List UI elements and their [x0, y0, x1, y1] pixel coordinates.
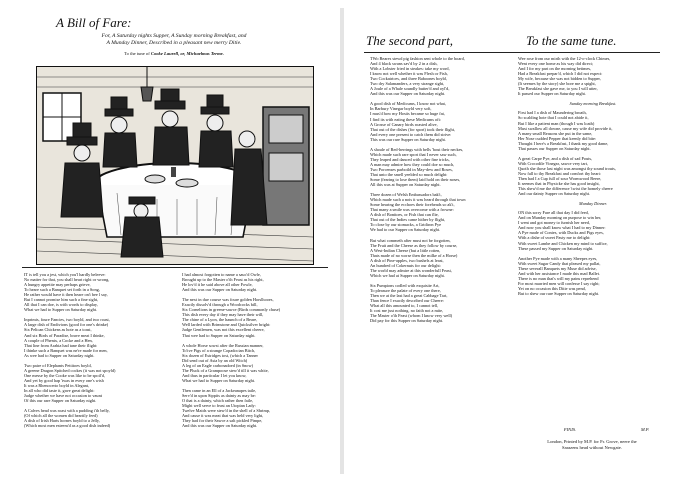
verse-line: He lov'd it he said above all other Fowle, — [182, 282, 253, 288]
verse-line: I mus'd how my Hostis became so huge fat, — [370, 111, 445, 117]
verse-line: Judge Gentlemen, was not this excellent cheere, — [182, 327, 265, 333]
verse-line: What we had to Supper on Saturday night. — [182, 377, 256, 383]
verse-line: Quoth she those last night was amongst thy sound trouts, — [518, 165, 616, 171]
verse-line: In all who did taste it, gave great delight: — [24, 387, 95, 393]
verse-line: The Master o'th Feast (whom I know very well) — [370, 313, 453, 319]
verse-line: And this was our Supper on Saturday night. — [182, 287, 258, 293]
verse-line: Twelve Maids were stew'd in the shell of a Shrimp, — [182, 408, 271, 414]
verse-line: I know not well whether it was Flesh or Fish, — [370, 71, 448, 77]
verse-line: A dish of Irish Harts hornes boyld to a Jelly, — [24, 418, 100, 424]
verse-line: Which made such rare sport that I never saw such, — [370, 151, 457, 157]
stanza — [370, 56, 516, 96]
stanza — [370, 283, 516, 323]
verse-line: There is no man that's will my pains reprehend — [518, 275, 599, 281]
left-column-1 — [24, 272, 176, 433]
verse-line: It passed our Supper on Saturday night. — [518, 91, 586, 97]
stanza — [370, 192, 516, 232]
verse-line: A Calves head was roast with a pudding i'th belly, — [24, 408, 110, 414]
stanza — [24, 272, 176, 312]
author-initials: M.P. — [640, 427, 650, 432]
verse-line: It was a Rhenocerto boyld in Alegant, — [24, 382, 90, 388]
verse-line: Some (fearing to lose them) laid hold on their noses, — [370, 177, 461, 183]
verse-line: My wife, because she was not bidden to Supper, — [518, 76, 601, 82]
verse-line: A shoale of Red-herrings with bells 'bout their neckes, — [370, 146, 464, 152]
verse-line: (It seemes by the story) she bore me a spight, — [518, 81, 596, 87]
left-page — [10, 14, 338, 466]
verse-line: Two dry Salamanders, a very strange sight, — [370, 81, 445, 87]
subtitle-line-2: A Munday Dinner, Described in a pleasant new merry Ditie. — [106, 40, 242, 46]
section-heading: Munday Dinner. — [579, 201, 607, 207]
verse-line: And now you shall know what I had to my Dinner: — [518, 225, 606, 231]
verse-line: A dish of Pine-apples, two bushels at least, — [370, 257, 444, 263]
verse-line: But to shew our rare Supper on Saturday night. — [518, 290, 600, 296]
verse-line: One messe by the Cooke was like to be spoil'd, — [24, 372, 105, 378]
verse-line: The chine of a Lyon, the haunch of a Beare, — [182, 317, 258, 323]
verse-line: A greene Dragon Spitched cockes (it was not spoyld) — [24, 367, 116, 373]
verse-line: A good dish of Medicums, I know not what, — [370, 101, 446, 107]
verse-line: O that is a dainty, which rather then faile, — [182, 398, 254, 404]
verse-line: With sweet Lambe and Chicken my mind to suffice, — [518, 240, 608, 246]
verse-line: That out of the dishes (for sport) took their flight, — [370, 126, 455, 132]
verse-line: A great Carpe Pye, and a dish of sad Pouts, — [518, 155, 593, 161]
verse-line: Went every one home as his way did direct; — [518, 61, 594, 67]
stanza — [518, 56, 668, 96]
verse-line: A Grosse of Canary birds roasted alive, — [370, 121, 438, 127]
verse-line: That passes our Supper on Saturday night. — [518, 145, 591, 151]
verse-line: A man may admire how they could doe so much, — [370, 161, 455, 167]
verse-line: Of this our rare Supper on Saturday night. — [24, 398, 97, 404]
finis-label: FINIS. — [563, 427, 577, 432]
verse-line: No matter for that, you shall heart right or wrong, — [24, 277, 110, 283]
verse-line: And thus in particular I let you know, — [182, 372, 247, 378]
verse-line: With a Lobster fried in steakes: take my word, — [370, 66, 450, 72]
verse-line: These passed my Supper on Saturday night. — [518, 245, 594, 251]
verse-line: I thinke such a Banquet was ne're made for men, — [24, 347, 108, 353]
verse-line: IT is tell you a jest, which you'l hardly beleeve: — [24, 272, 106, 277]
verse-line: And I for my part on the morning betimes, — [518, 66, 592, 72]
verse-line: Three dozen of Welsh Embassadors bak't, — [370, 192, 442, 198]
second-part-rule — [364, 52, 660, 53]
right-column-1 — [370, 56, 516, 328]
verse-line: It seemes that in Physicke she has good insight, — [518, 181, 600, 187]
stanza — [370, 238, 516, 278]
verse-line: And yet by good hap 'twas in every one's wish — [24, 377, 104, 383]
verse-line: First had I a dish of Maundering broath, — [518, 110, 587, 116]
verse-line: Inprimis, foure Fancies, two boyld, and two roast, — [24, 317, 110, 323]
stanza — [518, 210, 668, 250]
stanza — [182, 388, 332, 428]
verse-line: The Breakfast she gave me, to you I will utter, — [518, 86, 598, 92]
verse-line: In Barbury Vinegar boyld very soft, — [370, 106, 432, 112]
verse-line: A whole Horse sowst after the Russian manner, — [182, 342, 264, 348]
verse-line: A Pye made of Conies, with Ducks and Pigs eyes, — [518, 230, 604, 236]
verse-line: Now fall to thy Breakfast and comfort thy heart: — [518, 170, 602, 176]
verse-line: And six Birds of Paradise, brave meat I thinke, — [24, 332, 105, 338]
tune-prefix: To the tune of — [124, 51, 151, 56]
verse-line: And 4 black swans sav'd by 2 in a dish, — [370, 61, 438, 67]
verse-line: The world may admire at this wonderfull Feast, — [370, 267, 452, 273]
verse-line: Thought I here's a Breakfast, I thank my good dame, — [518, 140, 609, 146]
stanza — [182, 272, 332, 292]
verse-line: With a dishe of sweet Pasty me to delight: — [518, 235, 591, 241]
verse-line: Serv'd in upon Sippits as dainty as may be: — [182, 392, 256, 398]
verse-line: A Joule of a Whale soundly butter'd and oyl'd, — [370, 86, 450, 92]
stanza — [370, 147, 516, 187]
verse-line: Then we at the last had a great Cabbage Tart, — [370, 292, 448, 298]
stanza — [518, 110, 668, 150]
verse-line: Which made such a nois it was heard through that town — [370, 197, 466, 203]
verse-line: And on Munday morning on purpose to win her, — [518, 215, 602, 221]
verse-line: Her Nose cudded Pepper that keenly did bite: — [518, 135, 597, 141]
verse-line: All that I can doe, is with words to display, — [24, 302, 98, 308]
verse-line: But what commeth after must not be forgotten, — [370, 237, 451, 243]
verse-line: Well larded with Brimstone and Quicksilver bright: — [182, 322, 271, 328]
verse-line: And every one present to catch them did strive: — [370, 131, 452, 137]
verse-line: Six dozen of Estridges tost, (which a Tanner — [182, 352, 258, 358]
verse-line: Another Pye made with a many Sheepes eyes, — [518, 255, 598, 261]
verse-line: Which we had at Supper on Saturday night. — [370, 272, 445, 278]
verse-line: For most married men will confesse I say right; — [518, 280, 600, 286]
verse-line: But I cannot promise him such a fine sight, — [24, 297, 99, 303]
verse-line: And cause it was meat that was held very light, — [182, 413, 264, 419]
section-heading: Sunday morning Breakfast. — [569, 101, 617, 107]
verse-line: To'ive Pigs of a strange Copadocian Bitch, — [182, 347, 256, 353]
verse-line: Than fence I exactly described our Cheere: — [370, 298, 444, 304]
verse-line: An hundred of Cokernuts for our delight: — [370, 262, 441, 268]
verse-line: The next in due course was foure golden Horslhooes, — [182, 297, 274, 303]
verse-line: And this was our Supper on Saturday night. — [182, 423, 258, 429]
ballad-title: A Bill of Fare: — [56, 15, 132, 30]
stanza — [24, 408, 176, 428]
verse-line: (Of which all the women did heartily feed) — [24, 413, 98, 419]
verse-line: With Crocodile Vinegar, sawce very tart, — [518, 160, 589, 166]
verse-line: He rather would have it then heare on't bee l say, — [24, 292, 108, 298]
stanza — [518, 256, 668, 296]
second-part-title: The second part, — [366, 33, 454, 48]
verse-line: I had almost forgotten to name a sauc'd Owle, — [182, 272, 261, 277]
printer-line-2: Sarazens head without Newgate. — [562, 445, 622, 450]
verse-line: All this was at Supper on Saturday night. — [370, 182, 441, 188]
page-fold — [340, 8, 344, 474]
verse-line: And our dainty Supper on Saturday night. — [518, 191, 590, 197]
verse-line: They had for their Sawce a salt pickled Pimpe, — [182, 418, 263, 424]
verse-line: A large dish of Endivions (good for one's drinke) — [24, 322, 109, 328]
verse-line: Did pay for this Supper on Saturday night. — [370, 318, 444, 324]
verse-line: Might well serve to feast an Utopian Lady: — [182, 403, 256, 409]
verse-line: This shew'd me the difference 'twixt the homely cheere — [518, 186, 613, 192]
right-column-2 — [518, 56, 668, 301]
verse-line: The Pluck of a Grampoose stew'd till it was white, — [182, 367, 269, 373]
verse-line: (Which most men esteem'd as a good dish indeed) — [24, 423, 111, 429]
verse-line: So scalding hote that I could not abide it, — [518, 115, 589, 121]
stanza — [182, 297, 332, 337]
verse-line: And with her assistance I made this mad Ballet. — [518, 270, 600, 276]
tune-line — [10, 51, 338, 57]
verse-line: That line from Arabia had tane their flight: — [24, 342, 98, 348]
left-column-2 — [182, 272, 332, 433]
verse-line: This dish every day if they may have their will, — [182, 312, 264, 318]
verse-line: This was our rare Supper on Saturday night. — [370, 136, 446, 142]
verse-line: A many small Reasons she put in the same, — [518, 130, 593, 136]
verse-line: And this was our Supper on Saturday night. — [370, 91, 446, 97]
printer-line-1: London, Printed by M.P. for Fr. Grove, neere the — [547, 439, 637, 444]
verse-line: Thats made of no worse then the milke of a Horse) — [370, 252, 458, 258]
woodcut-illustration — [36, 66, 314, 265]
woodcut-svg — [37, 67, 313, 264]
stanza — [370, 101, 516, 141]
verse-line: ON this sorry Fare all that day I did feed, — [518, 210, 589, 216]
verse-line: It cost me just nothing, no faith not a mite, — [370, 308, 444, 314]
verse-line: Then came in an Ell of a Jackeanapes taile, — [182, 387, 257, 393]
verse-line: Exactly dissolv'd through a Woodcocks bill, — [182, 302, 258, 308]
verse-line: Brought up to the Master o'th Feast as his right, — [182, 277, 264, 283]
verse-line: A dish of Bonitoes, or Fish that can flie, — [370, 212, 439, 218]
verse-line: I find its with eating these Medicums oft: — [370, 116, 442, 122]
verse-line: Then had I a Cup full of sour Wormwood Beere, — [518, 175, 602, 181]
verse-line: Did send out of Asia by an old Witch) — [182, 357, 248, 363]
verse-line: A West-Indian Cheese (but a little rotten, — [370, 247, 441, 253]
verse-line: We had to our Supper on Saturday night. — [370, 227, 441, 233]
verse-line: That unto the smell yeelded so much delight: — [370, 171, 448, 177]
verse-line: The Fruit and the Cheese as they follow by course, — [370, 242, 458, 248]
verse-line: That wee had to Supper on Saturday night. — [182, 332, 256, 338]
verse-line: They leaped and danced with other fine tricks, — [370, 156, 450, 162]
verse-line: That out of the Indies came hither by flight, — [370, 217, 446, 223]
divider-rule — [22, 267, 328, 268]
verse-line: Some hearing the ecchoes their foreheads so ak't, — [370, 202, 455, 208]
verse-line: A hungry appetite may perhaps grieve, — [24, 282, 91, 288]
verse-line: Six Pumpions codled with exquisite Art, — [370, 282, 440, 288]
right-page — [346, 14, 670, 466]
verse-line: Wee rose from our mirth with the 12-o-clock Chimes, — [518, 56, 611, 61]
stanza — [24, 317, 176, 357]
verse-line: A couple of Phenix, a Cocke and a Hen, — [24, 337, 93, 343]
stanza — [182, 343, 332, 383]
subtitle-line-1: For, A Saturday nights Supper, A Sunday morning Breakfast, and — [101, 33, 247, 39]
verse-line: What we had to Supper on Saturday night. — [24, 307, 98, 313]
verse-line: To heare such a Banquet set forth in a Song, — [24, 287, 100, 293]
tune-name: Cooke Laurell, or, Michaelmas Terme. — [150, 51, 224, 56]
verse-line: To close by our stomacks, a Gridiron Pye — [370, 222, 442, 228]
verse-line: These severall Banquets my Muse did advise, — [518, 265, 597, 271]
verse-line: With sweet Sugar Candy that pleased my pallat, — [518, 260, 601, 266]
verse-line: Judge whether we have not occasion to vaunt — [24, 393, 102, 399]
stanza — [518, 156, 668, 196]
verse-line: Must swallow all downe, cause my wife did provide it, — [518, 125, 613, 131]
stanza — [24, 363, 176, 403]
verse-line: A leg of an Eagle carbonadoed (in Snow) — [182, 362, 253, 368]
verse-line: Six Cornelions in greene-sawce (Birds commonly chuse) — [182, 307, 281, 313]
verse-line: Two paire of Elephants Pettitoes boyld, — [24, 362, 92, 368]
verse-line: To pleasure the palate of every one there, — [370, 287, 441, 293]
verse-line: But I like a patient man (though I was loath) — [518, 120, 595, 126]
verse-line: What all this amounted to, I cannot tell, — [370, 303, 439, 309]
verse-line: As wee had to Supper on Saturday night. — [24, 352, 95, 358]
second-part-tune: To the same tune. — [526, 33, 617, 48]
verse-line: Two Porcenses parboild in May-dew and Roses, — [370, 166, 453, 172]
verse-line: That many a smile was overcome with a frowne: — [370, 207, 454, 213]
verse-line: Two Cockatrices, and three Baboones boyld, — [370, 76, 447, 82]
verse-line: TWo Beares stewd pig fashion sent whole to the board, — [370, 56, 465, 61]
verse-line: Had a Breakfast prepar'd, which I did not expect: — [518, 71, 603, 77]
verse-line: I went and got money to furnish her need, — [518, 220, 590, 226]
verse-line: Six Pelican Chickens as hote as a toast, — [24, 327, 92, 333]
verse-line: Yet on no occasion this Ditie was pend, — [518, 285, 586, 291]
